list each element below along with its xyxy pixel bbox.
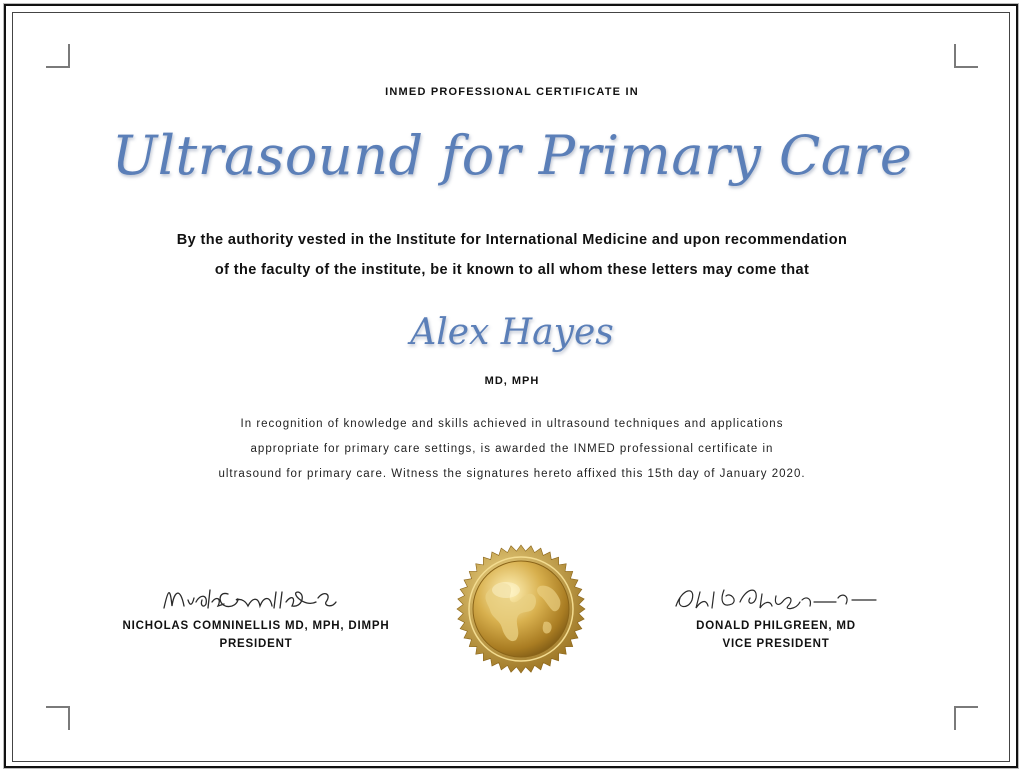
corner-mark-top-right xyxy=(954,44,978,68)
authority-line-2: of the faculty of the institute, be it known to all whom these letters may come that xyxy=(214,262,810,278)
corner-mark-top-left xyxy=(46,44,70,68)
course-title: Ultrasound for Primary Care xyxy=(111,124,913,187)
signature-block-president xyxy=(96,580,416,650)
authority-line-1: By the authority vested in the Institute for International Medicine and upon recommendation xyxy=(176,232,848,248)
signature-donald-icon xyxy=(666,580,886,614)
recipient-name: Alex Hayes xyxy=(410,312,614,353)
recognition-line-3: ultrasound for primary care. Witness the signatures hereto affixed this 15th day of January 2020. xyxy=(218,468,806,480)
signatory-name-president: NICHOLAS COMNINELLIS MD, MPH, DIMPH xyxy=(122,620,390,632)
signature-nicholas-icon xyxy=(156,580,356,614)
recognition-line-2: appropriate for primary care settings, is awarded the INMED professional certificate in xyxy=(250,443,774,455)
certificate-heading: INMED PROFESSIONAL CERTIFICATE IN xyxy=(385,86,639,98)
signatory-role-vice-president: VICE PRESIDENT xyxy=(722,638,830,650)
recognition-line-1: In recognition of knowledge and skills achieved in ultrasound techniques and applications xyxy=(240,418,784,430)
signatory-role-president: PRESIDENT xyxy=(219,638,293,650)
signatory-name-vice-president: DONALD PHILGREEN, MD xyxy=(696,620,856,632)
signature-block-vice-president xyxy=(616,580,936,650)
corner-mark-bottom-left xyxy=(46,706,70,730)
recipient-credentials: MD, MPH xyxy=(484,375,540,387)
corner-mark-bottom-right xyxy=(954,706,978,730)
gold-globe-seal-icon xyxy=(456,544,586,674)
